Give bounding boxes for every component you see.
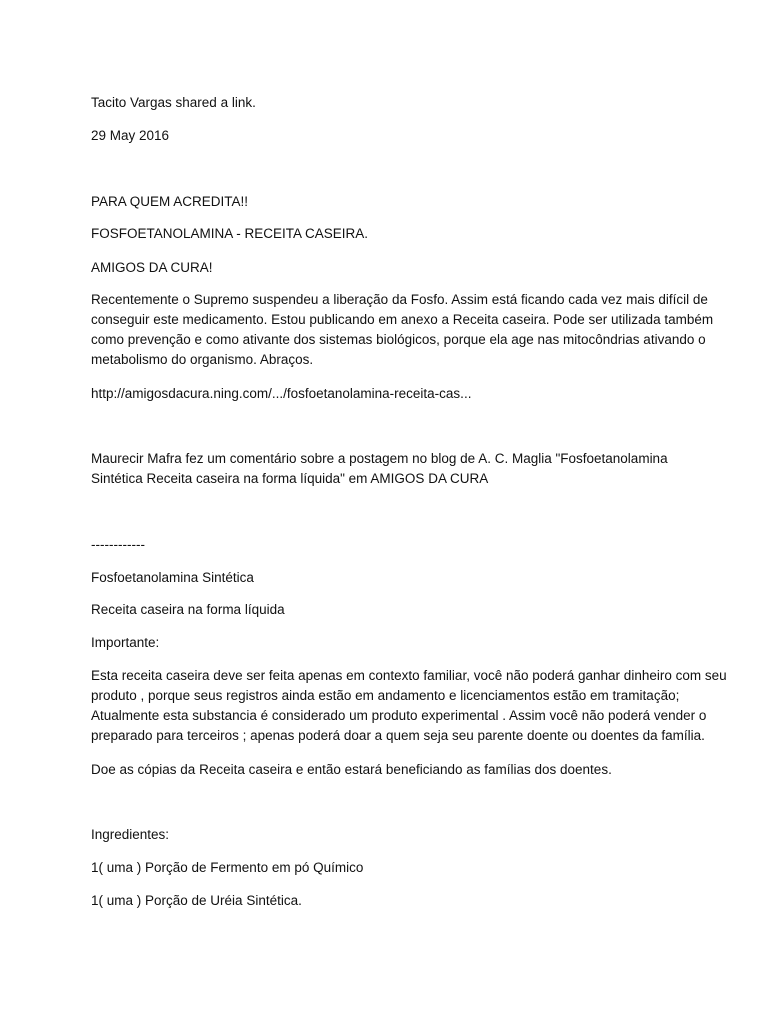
author-line: Tacito Vargas shared a link.: [91, 95, 256, 110]
ingredient-item: 1( uma ) Porção de Fermento em pó Químico: [91, 860, 364, 875]
important-line: Atualmente esta substancia é considerado um produto experimental . Assim você não poderá vender o: [91, 708, 707, 723]
ingredients-label: Ingredientes:: [91, 827, 170, 842]
post-body: [91, 290, 721, 370]
recipe-title-caps: FOSFOETANOLAMINA - RECEITA CASEIRA.: [91, 226, 369, 241]
group-name: AMIGOS DA CURA!: [91, 260, 213, 275]
important-line: preparado para terceiros ; apenas poderá doar a quem seja seu parente doente ou doentes da família.: [91, 728, 705, 743]
post-body-line: metabolismo do organismo. Abraços.: [91, 352, 314, 367]
post-body-line: Recentemente o Supremo suspendeu a liberação da Fosfo. Assim está ficando cada vez mais difícil de: [91, 292, 708, 307]
important-line: Esta receita caseira deve ser feita apenas em contexto familiar, você não poderá ganhar dinheiro com seu: [91, 668, 727, 683]
recipe-subtitle: Receita caseira na forma líquida: [91, 602, 285, 617]
important-text: [91, 666, 727, 746]
post-date: 29 May 2016: [91, 128, 170, 143]
shared-link[interactable]: http://amigosdacura.ning.com/.../fosfoetanolamina-receita-cas...: [91, 386, 472, 401]
comment-line: Sintética Receita caseira na forma líquida" em AMIGOS DA CURA: [91, 471, 489, 486]
separator: ------------: [91, 537, 145, 552]
ingredient-item: 1( uma ) Porção de Uréia Sintética.: [91, 893, 302, 908]
recipe-title: Fosfoetanolamina Sintética: [91, 570, 254, 585]
donate-note: Doe as cópias da Receita caseira e então estará beneficiando as famílias dos doentes.: [91, 762, 612, 777]
post-body-line: como prevenção e como ativante dos sistemas biológicos, porque ela age nas mitocôndrias ativando o: [91, 332, 706, 347]
comment-text: [91, 449, 721, 489]
comment-line: Maurecir Mafra fez um comentário sobre a postagem no blog de A. C. Maglia "Fosfoetanolamina: [91, 451, 668, 466]
post-body-line: conseguir este medicamento. Estou publicando em anexo a Receita caseira. Pode ser utilizada também: [91, 312, 714, 327]
important-line: produto , porque seus registros ainda estão em andamento e licenciamentos estão em tramitação;: [91, 688, 680, 703]
important-label: Importante:: [91, 635, 160, 650]
headline: PARA QUEM ACREDITA!!: [91, 194, 249, 209]
